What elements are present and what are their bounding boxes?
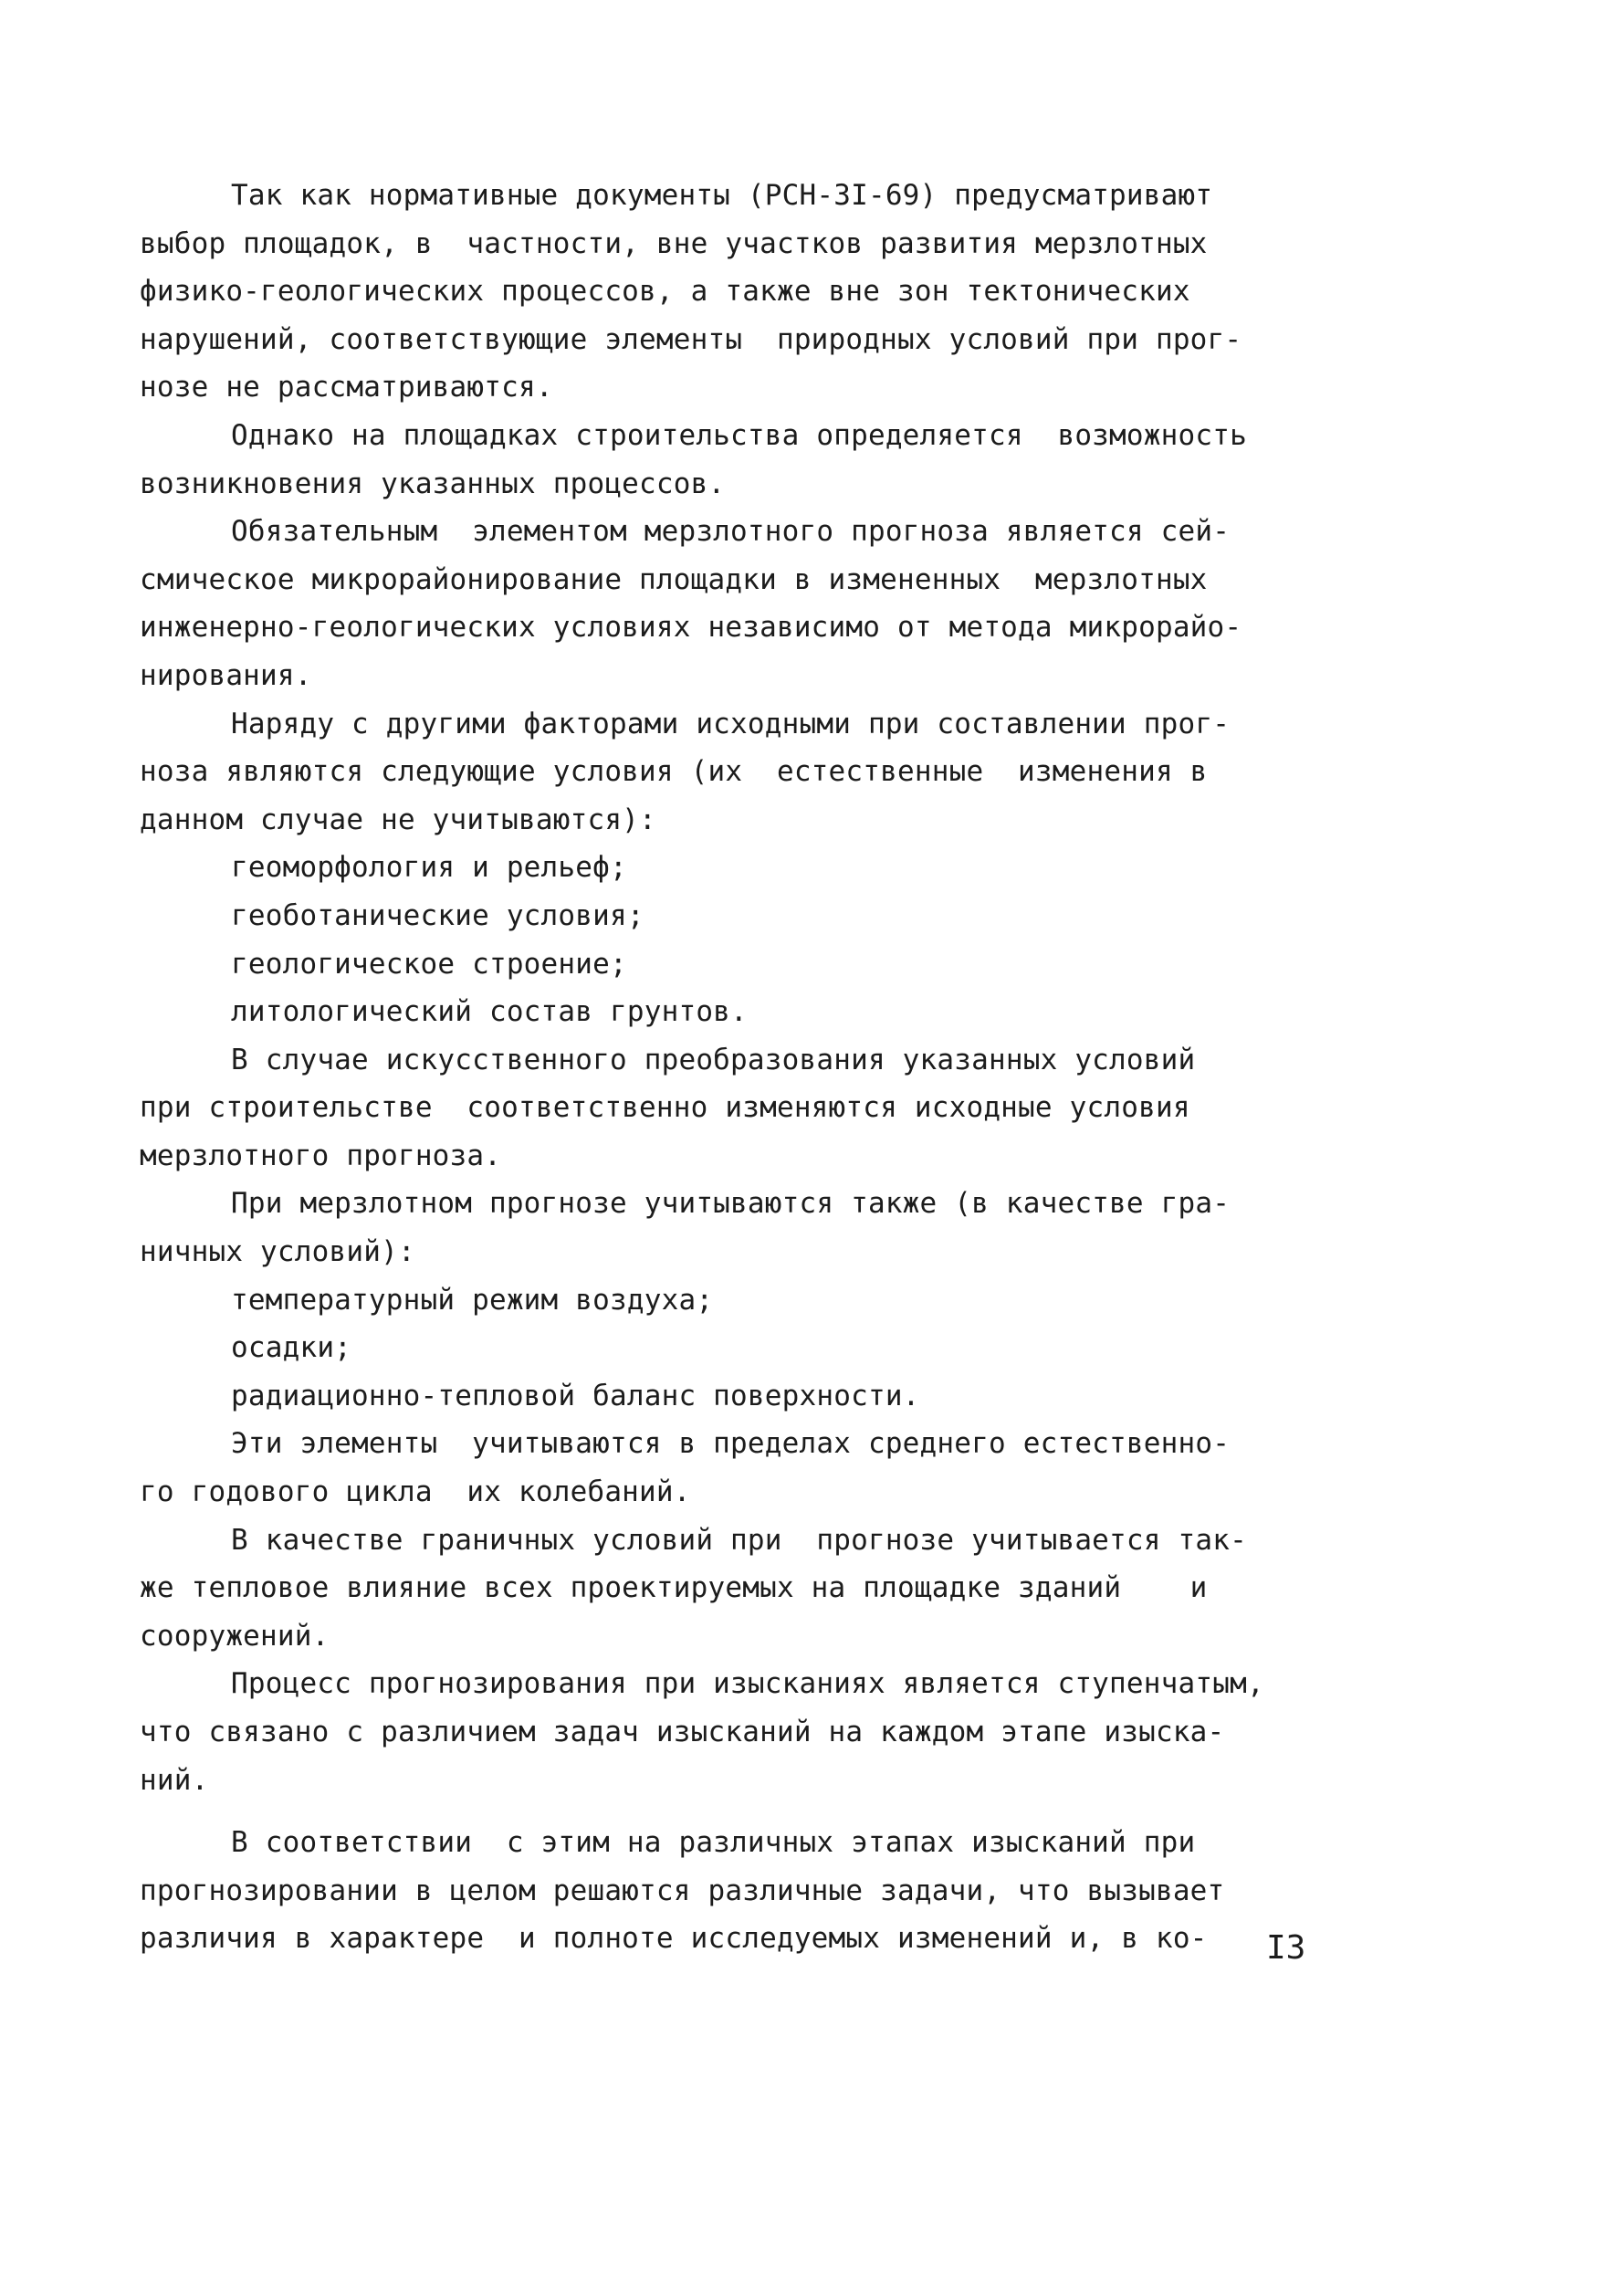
- text-line: Так как нормативные документы (РСН-3I-69) предусматривают: [231, 179, 1213, 212]
- text-line: выбор площадок, в частности, вне участков развития мерзлотных: [140, 226, 1208, 260]
- text-line: го годового цикла их колебаний.: [140, 1475, 691, 1509]
- text-line: ноза являются следующие условия (их естественные изменения в: [140, 755, 1208, 789]
- text-line: прогнозировании в целом решаются различные задачи, что вызывает: [140, 1874, 1225, 1907]
- text-line: смическое микрорайонирование площадки в измененных мерзлотных: [140, 562, 1208, 596]
- list-item: радиационно-тепловой баланс поверхности.: [231, 1379, 920, 1412]
- text-line: данном случае не учитываются):: [140, 803, 656, 836]
- text-line: При мерзлотном прогнозе учитываются также (в качестве гра-: [231, 1187, 1231, 1221]
- text-line: физико-геологических процессов, а также вне зон тектонических: [140, 275, 1190, 309]
- text-line: Однако на площадках строительства определяется возможность: [231, 418, 1247, 452]
- text-line: мерзлотного прогноза.: [140, 1139, 502, 1172]
- list-item: температурный режим воздуха;: [231, 1283, 714, 1317]
- paragraph-gap: [140, 1804, 1317, 1819]
- text-line: В соответствии с этим на различных этапах изысканий при: [231, 1826, 1196, 1860]
- text-line: Эти элементы учитываются в пределах среднего естественно-: [231, 1427, 1231, 1461]
- text-line: нозе не рассматриваются.: [140, 371, 553, 404]
- text-line: инженерно-геологических условиях независимо от метода микрорайо-: [140, 611, 1242, 645]
- body-text: [140, 172, 1317, 1963]
- list-item: геоморфология и рельеф;: [231, 851, 627, 885]
- page-number: I3: [1266, 1929, 1306, 1967]
- text-line: Процесс прогнозирования при изысканиях является ступенчатым,: [231, 1667, 1264, 1701]
- text-line: В случае искусственного преобразования указанных условий: [231, 1043, 1196, 1076]
- text-line: нарушений, соответствующие элементы природных условий при прог-: [140, 322, 1242, 356]
- text-line: Обязательным элементом мерзлотного прогноза является сей-: [231, 515, 1231, 549]
- text-line: при строительстве соответственно изменяются исходные условия: [140, 1091, 1190, 1125]
- list-item: геоботанические условия;: [231, 898, 644, 932]
- text-line: что связано с различием задач изысканий на каждом этапе изыска-: [140, 1716, 1225, 1748]
- text-line: возникновения указанных процессов.: [140, 467, 726, 500]
- text-line: ний.: [140, 1763, 209, 1797]
- text-line: различия в характере и полноте исследуемых изменений и, в ко-: [140, 1922, 1208, 1956]
- text-line: Наряду с другими факторами исходными при составлении прог-: [231, 707, 1231, 740]
- text-line: ничных условий):: [140, 1235, 415, 1269]
- text-line: нирования.: [140, 658, 312, 692]
- text-line: же тепловое влияние всех проектируемых на площадке зданий и: [140, 1571, 1208, 1605]
- text-line: В качестве граничных условий при прогнозе учитывается так-: [231, 1523, 1247, 1557]
- list-item: геологическое строение;: [231, 947, 627, 981]
- list-item: литологический состав грунтов.: [231, 995, 748, 1029]
- list-item: осадки;: [231, 1331, 352, 1365]
- text-line: сооружений.: [140, 1619, 330, 1653]
